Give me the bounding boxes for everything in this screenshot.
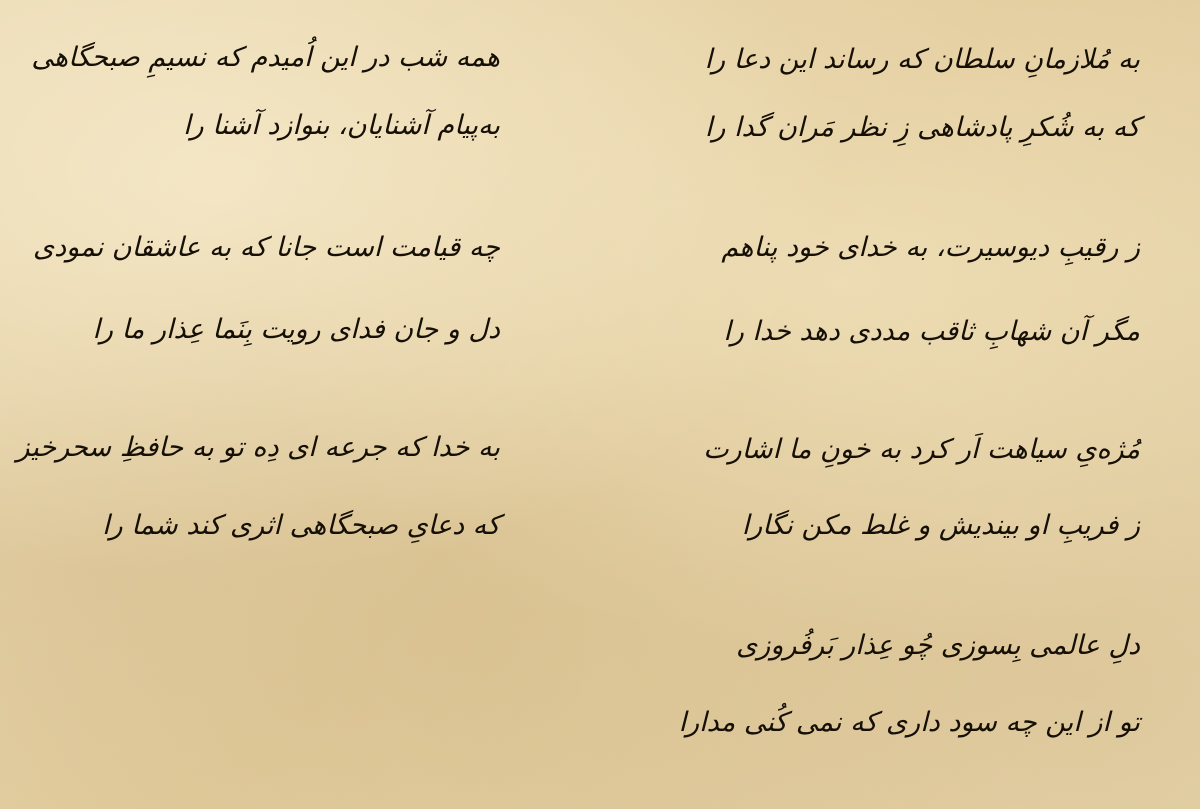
verse-line: ز فریبِ او بیندیش و غلط مکن نگارا [741, 510, 1140, 541]
verse-line: ز رقیبِ دیوسیرت، به خدای خود پناهم [721, 232, 1140, 263]
verse-line: به خدا که جرعه ای دِه تو به حافظِ سحرخیز [16, 432, 500, 463]
verse-line: همه شب در این اُمیدم که نسیمِ صبحگاهی [31, 42, 500, 73]
verse-line: تو از این چه سود داری که نمی کُنی مدارا [678, 707, 1140, 738]
verse-line: دل و جان فدای رویت بِنَما عِذار ما را [92, 314, 500, 345]
verse-line: چه قیامت است جانا که به عاشقان نمودی [32, 232, 500, 263]
verse-line: مگر آن شهابِ ثاقب مددی دهد خدا را [723, 316, 1140, 347]
verse-line: دلِ عالمی بِسوزی چُو عِذار بَرفُروزی [736, 630, 1140, 661]
verse-line: مُژه‌یِ سیاهت اَر کرد به خونِ ما اشارت [703, 434, 1140, 465]
verse-line: که دعایِ صبحگاهی اثری کند شما را [102, 510, 500, 541]
verse-line: به‌پیام آشنایان، بنوازد آشنا را [183, 110, 500, 141]
verse-line: که به شُکرِ پادشاهی زِ نظر مَران گدا را [704, 112, 1140, 143]
verse-line: به مُلازمانِ سلطان که رساند این دعا را [704, 44, 1140, 75]
